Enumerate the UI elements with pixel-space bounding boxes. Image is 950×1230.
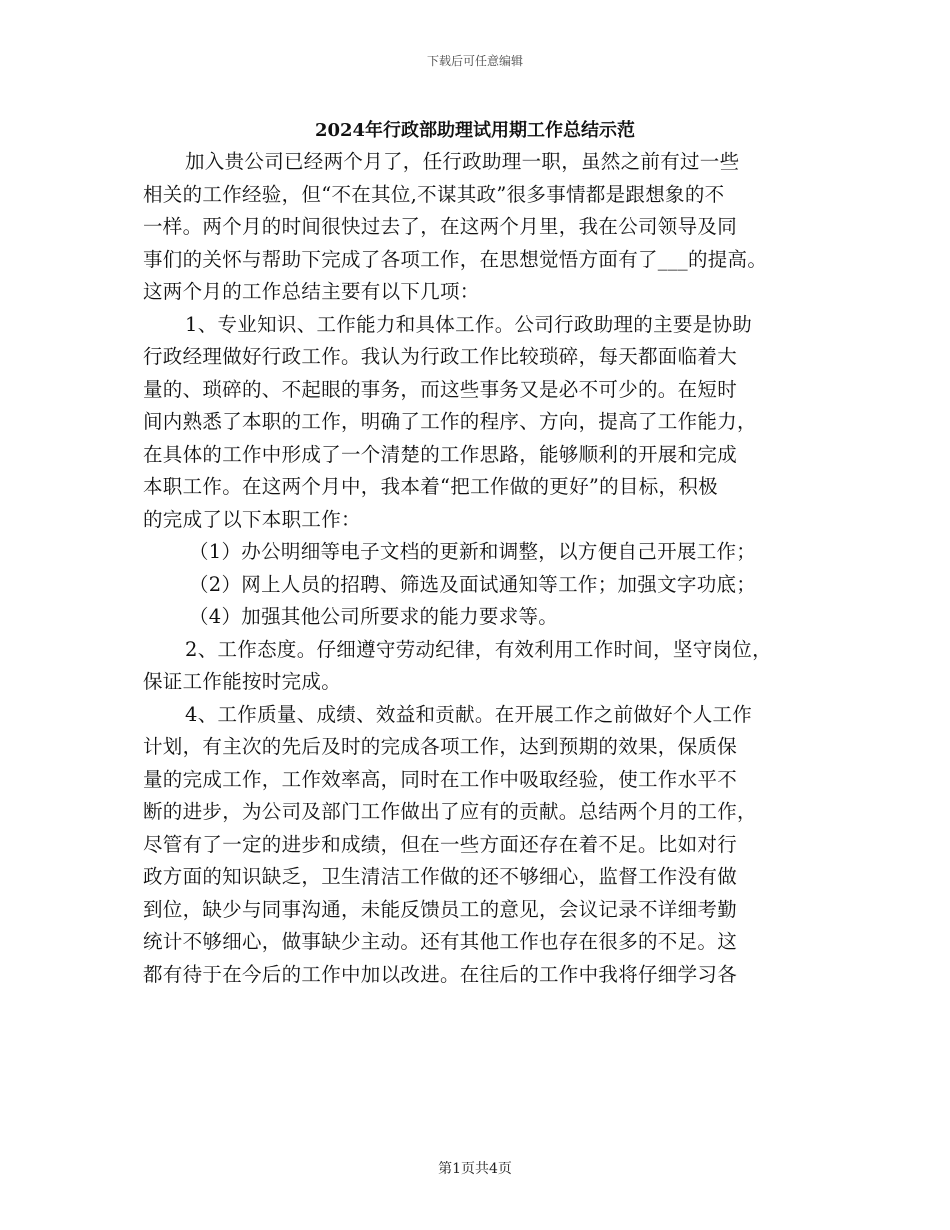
body-line: 尽管有了一定的进步和成绩，但在一些方面还存在着不足。比如对行 — [143, 832, 738, 856]
body-line: 计划，有主次的先后及时的完成各项工作，达到预期的效果，保质保 — [143, 735, 738, 758]
body-line: 统计不够细心，做事缺少主动。还有其他工作也存在很多的不足。这 — [143, 930, 738, 953]
body-line: 4、工作质量、成绩、效益和贡献。在开展工作之前做好个人工作 — [185, 702, 753, 726]
body-line: 都有待于在今后的工作中加以改进。在往后的工作中我将仔细学习各 — [143, 962, 738, 986]
page-footer-number: 第1页共4页 — [438, 1161, 512, 1177]
body-line: 事们的关怀与帮助下完成了各项工作，在思想觉悟方面有了___的提高。 — [143, 247, 768, 271]
body-line: 的完成了以下本职工作： — [143, 507, 361, 531]
body-line: 保证工作能按时完成。 — [143, 670, 342, 693]
body-line: 1、专业知识、工作能力和具体工作。公司行政助理的主要是协助 — [185, 312, 753, 336]
body-line: 一样。两个月的时间很快过去了，在这两个月里，我在公司领导及同 — [143, 215, 738, 238]
body-line: 相关的工作经验，但“不在其位,不谋其政”很多事情都是跟想象的不 — [143, 182, 725, 206]
document-body — [143, 146, 823, 991]
document-title: 2024年行政部助理试用期工作总结示范 — [314, 120, 636, 141]
body-line: 量的完成工作，工作效率高，同时在工作中吸取经验，使工作水平不 — [143, 767, 738, 791]
body-line: 量的、琐碎的、不起眼的事务，而这些事务又是必不可少的。在短时 — [143, 377, 738, 401]
body-line: 行政经理做好行政工作。我认为行政工作比较琐碎，每天都面临着大 — [143, 345, 738, 368]
body-line: 断的进步，为公司及部门工作做出了应有的贡献。总结两个月的工作， — [143, 800, 757, 823]
body-line: 加入贵公司已经两个月了，任行政助理一职，虽然之前有过一些 — [185, 150, 740, 173]
body-line: 在具体的工作中形成了一个清楚的工作思路，能够顺利的开展和完成 — [143, 442, 738, 466]
body-line: 到位，缺少与同事沟通，未能反馈员工的意见，会议记录不详细考勤 — [143, 897, 738, 921]
list-item-line: （4）加强其他公司所要求的能力要求等。 — [189, 605, 559, 628]
page-header-note: 下载后可任意编辑 — [426, 54, 523, 68]
body-line: 间内熟悉了本职的工作，明确了工作的程序、方向，提高了工作能力， — [143, 410, 757, 433]
body-line: 政方面的知识缺乏，卫生清洁工作做的还不够细心，监督工作没有做 — [143, 865, 738, 888]
body-line: 2、工作态度。仔细遵守劳动纪律，有效利用工作时间，坚守岗位， — [185, 637, 772, 661]
body-line: 这两个月的工作总结主要有以下几项： — [143, 280, 480, 303]
list-item-line: （1）办公明细等电子文档的更新和调整，以方便自己开展工作； — [189, 540, 757, 563]
list-item-line: （2）网上人员的招聘、筛选及面试通知等工作；加强文字功底； — [189, 572, 757, 596]
body-line: 本职工作。在这两个月中，我本着“把工作做的更好”的目标，积极 — [143, 475, 718, 498]
